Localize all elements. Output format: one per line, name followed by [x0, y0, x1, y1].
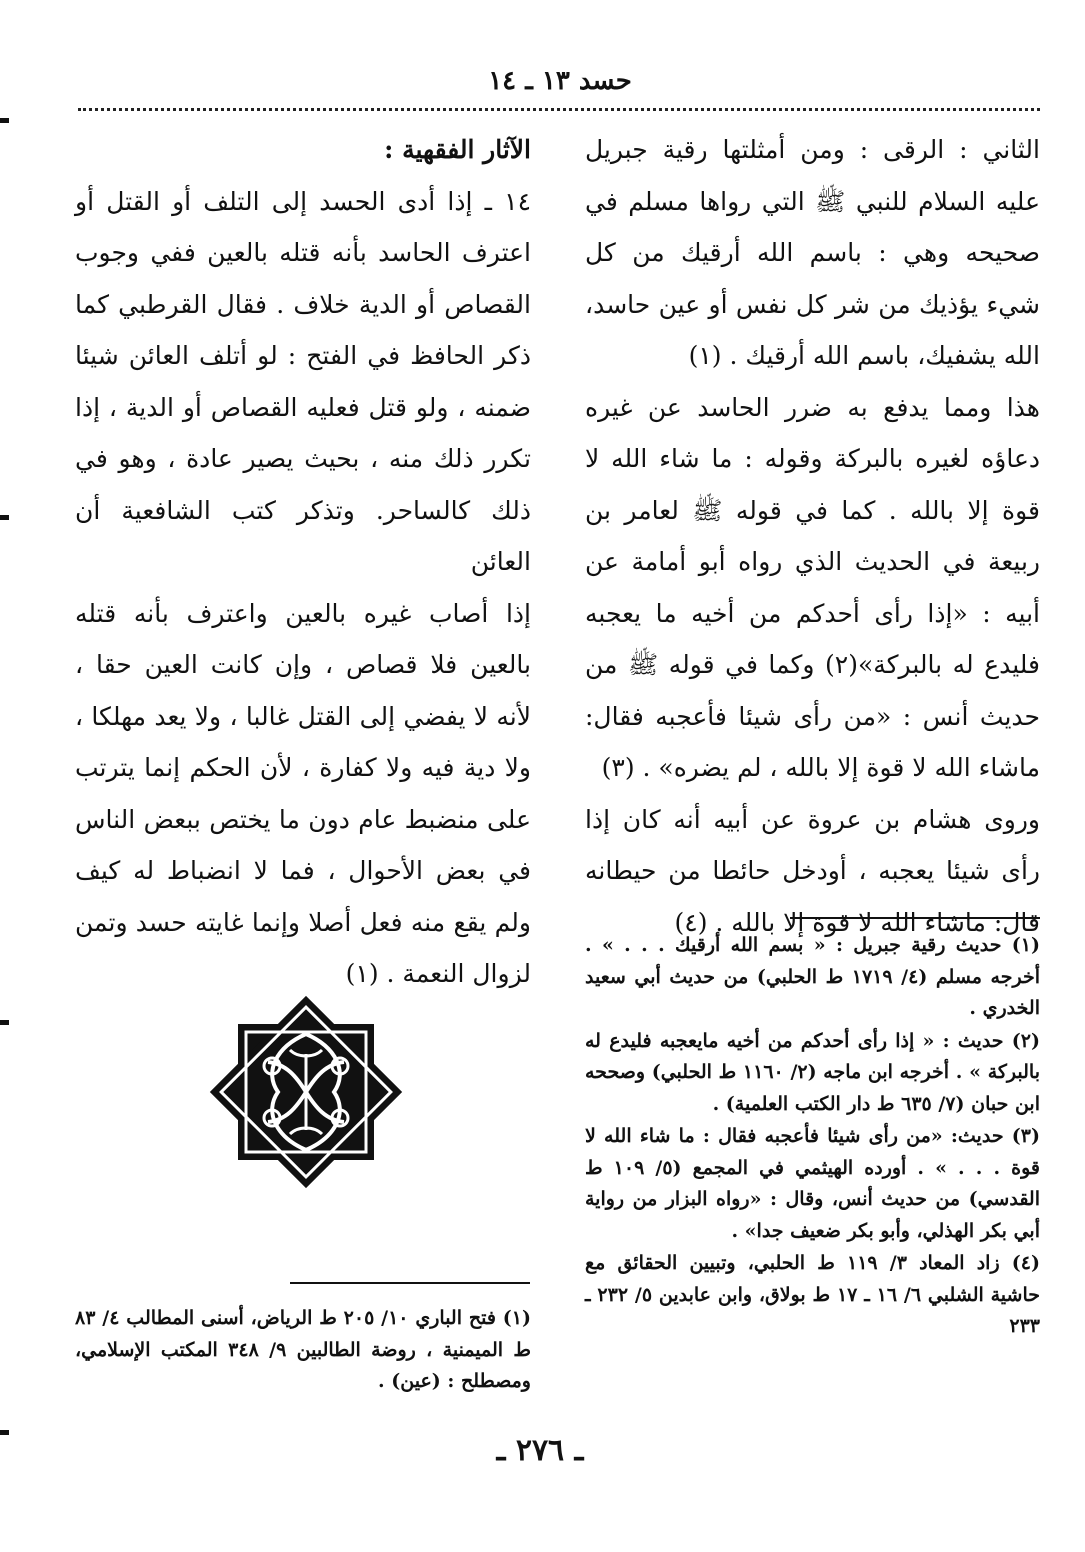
footnote-separator-left	[290, 1282, 530, 1284]
paragraph-qisas: ١٤ ـ إذا أدى الحسد إلى التلف أو القتل أو اعترف الحاسد بأنه قتله بالعين ففي وجوب القصاص أو الدية خلاف . فقال القرطبي كما ذكر الحافظ في الفتح : لو أتلف العائن شيئا ضمنه ، ولو قتل فعليه القصاص أو الدية ، إذا تكرر ذلك منه ، بحيث يصير عادة ، وهو في ذلك كالساحر. وتذكر كتب الشافعية أن العائن	[75, 186, 531, 576]
margin-mark	[0, 118, 9, 123]
footnote-1: (١) حديث رقية جبريل : « بسم الله أرقيك . . . » . أخرجه مسلم (٤/ ١٧١٩ ط الحلبي) من حديث أبي سعيد الخدري .	[585, 934, 1040, 1019]
paragraph-hisham: وروى هشام بن عروة عن أبيه أنه كان إذا رأى شيئا يعجبه ، أودخل حائطا من حيطانه قال: ماشاء الله لا قوة إلا بالله . (٤)	[585, 804, 1040, 937]
page-number: ـ ٢٧٦ ـ	[496, 1433, 584, 1468]
octagram-arabesque-ornament-icon	[206, 992, 406, 1192]
footnote-separator-right	[790, 917, 1040, 919]
right-text-column	[585, 124, 1040, 948]
paragraph-barakah: هذا ومما يدفع به ضرر الحاسد عن غيره دعاؤه لغيره بالبركة وقوله : ما شاء الله لا قوة إلا بالله . كما في قوله ﷺ لعامر بن ربيعة في الحديث الذي رواه أبو أمامة عن أبيه : «إذا رأى أحدكم من أخيه ما يعجبه فليدع له بالبركة»(٢) وكما في قوله ﷺ من حديث أنس : «من رأى شيئا فأعجبه فقال: ماشاء الله لا قوة إلا بالله ، لم يضره» . (٣)	[585, 392, 1040, 782]
footnote-4: (٤) زاد المعاد ٣/ ١١٩ ط الحلبي، وتبيين الحقائق مع حاشية الشلبي ٦/ ١٦ ـ ١٧ ط بولاق، وابن عابدين ٥/ ٢٣٢ ـ ٢٣٣	[585, 1252, 1041, 1337]
margin-mark	[0, 1430, 9, 1435]
running-header: حسد ١٣ ـ ١٤	[488, 66, 632, 96]
margin-mark	[0, 1020, 9, 1025]
paragraph-shafii: إذا أصاب غيره بالعين واعترف بأنه قتله بالعين فلا قصاص ، وإن كانت العين حقا ، لأنه لا يفضي إلى القتل غالبا ، ولا يعد مهلكا ، ولا دية فيه ولا كفارة ، لأن الحكم إنما يترتب على منضبط عام دون ما يختص ببعض الناس في بعض الأحوال ، فما لا انضباط له كيف ولم يقع منه فعل أصلا وإنما غايته حسد وتمن لزوال النعمة . (١)	[75, 598, 531, 988]
left-text-column	[75, 124, 531, 1000]
footnote-3: (٣) حديث: «من رأى شيئا فأعجبه فقال : ما شاء الله لا قوة . . . » . أورده الهيثمي في المجمع (٥/ ١٠٩ ط القدسي) من حديث أنس، وقال : «رواه البزار من رواية أبي بكر الهذلي، وأبو بكر ضعيف جدا» .	[585, 1125, 1040, 1242]
footnote-2: (٢) حديث : « إذا رأى أحدكم من أخيه مايعجبه فليدع له بالبركة » . أخرجه ابن ماجه (٢/ ١١٦٠ ط الحلبي) وصححه ابن حبان (٧/ ٦٣٥ ط دار الكتب العلمية) .	[585, 1029, 1041, 1115]
footnotes-right	[585, 930, 1040, 1344]
margin-mark	[0, 515, 9, 520]
paragraph-ruqa: الثاني : الرقى : ومن أمثلتها رقية جبريل عليه السلام للنبي ﷺ التي رواها مسلم في صحيحه وهي : باسم الله أرقيك من كل شيء يؤذيك من شر كل نفس أو عين حاسد، الله يشفيك، باسم الله أرقيك . (١)	[585, 135, 1040, 370]
footnote-left-1: (١) فتح الباري ١٠/ ٢٠٥ ط الرياض، أسنى المطالب ٤/ ٨٣ ط الميمنية ، روضة الطالبين ٩/ ٣٤٨ المكتب الإسلامي، ومصطلح : (عين) .	[75, 1307, 531, 1392]
header-dotted-rule	[78, 108, 1040, 111]
section-heading: الآثار الفقهية :	[384, 135, 531, 164]
footnotes-left	[75, 1303, 531, 1399]
